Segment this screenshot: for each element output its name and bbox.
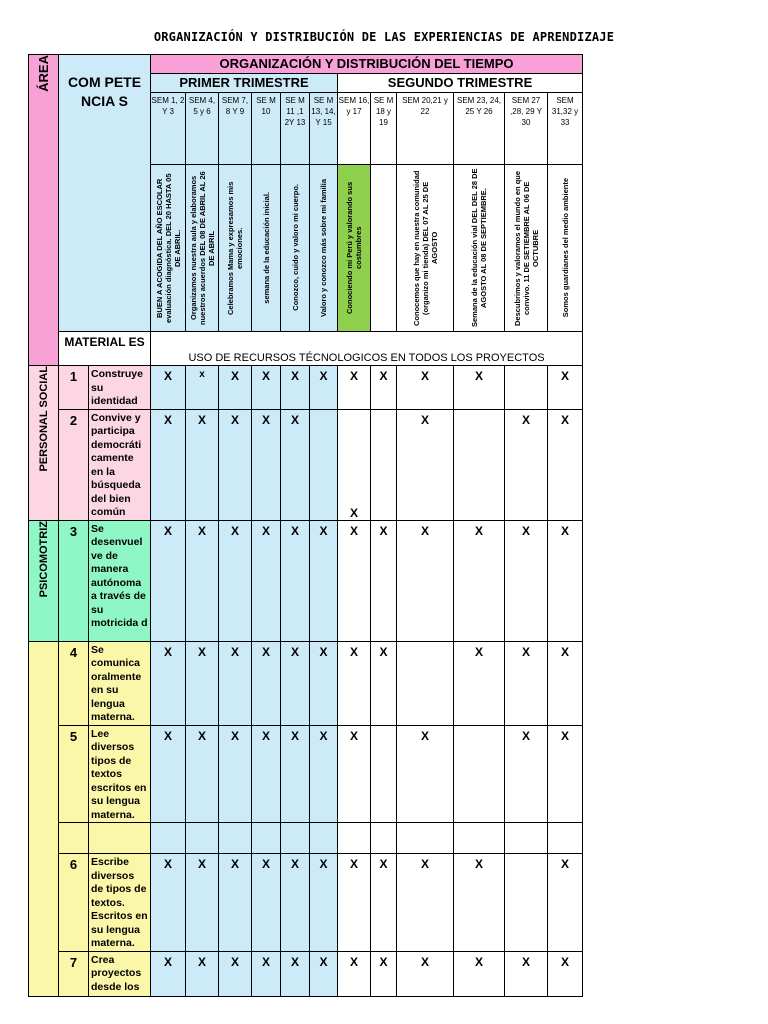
mark-cell: X	[281, 409, 310, 520]
table-row	[29, 409, 583, 520]
table-row	[29, 951, 583, 996]
project-title: Celebramos Mama y expresamos mis emociones.	[219, 165, 252, 332]
mark-cell: X	[371, 366, 397, 410]
mark-cell: X	[371, 951, 397, 996]
table-row	[29, 366, 583, 410]
mark-cell	[310, 823, 338, 854]
sem-label: SEM 20,21 y 22	[397, 93, 454, 165]
mark-cell: X	[252, 366, 281, 410]
mark-cell	[281, 823, 310, 854]
mark-cell: X	[281, 951, 310, 996]
sem-label: SEM 23, 24, 25 Y 26	[454, 93, 505, 165]
table-row	[29, 725, 583, 823]
mark-cell: X	[454, 520, 505, 641]
org-header: ORGANIZACIÓN Y DISTRIBUCIÓN DEL TIEMPO	[151, 55, 583, 74]
mark-cell	[397, 641, 454, 725]
mark-cell: X	[219, 951, 252, 996]
mark-cell: X	[338, 641, 371, 725]
sem-label: SEM 27 ,28, 29 Y 30	[505, 93, 548, 165]
mark-cell: X	[219, 725, 252, 823]
sem-label: SEM 7, 8 Y 9	[219, 93, 252, 165]
mark-cell: X	[338, 854, 371, 952]
mark-cell: X	[338, 366, 371, 410]
mark-cell: X	[548, 641, 583, 725]
area-personal-social: PERSONAL SOCIAL	[29, 366, 59, 521]
mark-cell: X	[252, 409, 281, 520]
mark-cell: X	[151, 854, 186, 952]
competencia-number: 3	[59, 520, 89, 641]
mark-cell: X	[186, 641, 219, 725]
project-title: Valoro y conozco más sobre mi familia	[310, 165, 338, 332]
competencia-text: Se desenvuel ve de manera autónoma a través de su motricida d	[89, 520, 151, 641]
mark-cell: X	[151, 520, 186, 641]
mark-cell: X	[397, 409, 454, 520]
table-row	[29, 854, 583, 952]
mark-cell	[548, 823, 583, 854]
competencia-text: Convive y participa democráti camente en la búsqueda del bien común	[89, 409, 151, 520]
mark-cell: X	[186, 520, 219, 641]
mark-cell: x	[186, 366, 219, 410]
project-title: Semana de la educación vial DEL DEL 28 DE AGOSTO AL 08 DE SEPTIEMBRE.	[454, 165, 505, 332]
competencia-number: 2	[59, 409, 89, 520]
project-title	[371, 165, 397, 332]
competencia-text	[89, 823, 151, 854]
mark-cell: X	[219, 641, 252, 725]
mark-cell: X	[310, 520, 338, 641]
mark-cell	[371, 409, 397, 520]
mark-cell: X	[186, 409, 219, 520]
table-row	[29, 823, 583, 854]
mark-cell: X	[186, 854, 219, 952]
mark-cell: X	[281, 725, 310, 823]
sem-label: SEM 16, y 17	[338, 93, 371, 165]
competencia-text: Crea proyectos desde los	[89, 951, 151, 996]
competencia-text: Lee diversos tipos de textos escritos en su lengua materna.	[89, 725, 151, 823]
mark-cell: X	[281, 520, 310, 641]
mark-cell: X	[151, 725, 186, 823]
mark-cell: X	[219, 854, 252, 952]
mark-cell	[505, 823, 548, 854]
project-title: Conociendo mi Perú y valorando sus costumbres	[338, 165, 371, 332]
mark-cell: X	[371, 854, 397, 952]
table-row	[29, 520, 583, 641]
project-title: Somos guardianes del medio ambiente	[548, 165, 583, 332]
mark-cell: X	[252, 854, 281, 952]
mark-cell	[454, 725, 505, 823]
mark-cell: X	[252, 725, 281, 823]
mark-cell: X	[397, 520, 454, 641]
mark-cell: X	[151, 366, 186, 410]
mark-cell: X	[219, 520, 252, 641]
mark-cell	[252, 823, 281, 854]
mark-cell	[505, 854, 548, 952]
mark-cell	[454, 823, 505, 854]
project-title: Organizamos nuestra aula y elaboramos nuestros acuerdos DEL 08 DE ABRIL AL 26 DE ABRIL	[186, 165, 219, 332]
mark-cell: X	[505, 641, 548, 725]
project-title: Conozco, cuido y valoro mi cuerpo.	[281, 165, 310, 332]
mark-cell: X	[505, 409, 548, 520]
mark-cell: X	[338, 520, 371, 641]
mark-cell: X	[252, 951, 281, 996]
mark-cell	[186, 823, 219, 854]
mark-cell	[454, 409, 505, 520]
competencias-header: COM PETE NCIA S	[59, 55, 151, 332]
area-header: ÁREA	[29, 55, 59, 366]
mark-cell	[371, 725, 397, 823]
competencia-text: Escribe diversos de tipos de textos. Escritos en su lengua materna.	[89, 854, 151, 952]
table-row	[29, 641, 583, 725]
mark-cell: X	[505, 520, 548, 641]
materiales-text: USO DE RECURSOS TÉCNOLOGICOS EN TODOS LOS PROYECTOS	[151, 332, 583, 366]
mark-cell: X	[397, 725, 454, 823]
mark-cell: X	[371, 641, 397, 725]
mark-cell: X	[310, 366, 338, 410]
mark-cell: X	[151, 409, 186, 520]
mark-cell: X	[310, 951, 338, 996]
competencia-number: 1	[59, 366, 89, 410]
mark-cell	[219, 823, 252, 854]
mark-cell: X	[338, 951, 371, 996]
mark-cell: X	[186, 951, 219, 996]
area-comunicacion	[29, 641, 59, 996]
mark-cell: X	[186, 725, 219, 823]
mark-cell: X	[310, 641, 338, 725]
mark-cell: X	[219, 366, 252, 410]
segundo-trimestre: SEGUNDO TRIMESTRE	[338, 74, 583, 93]
mark-cell	[505, 366, 548, 410]
mark-cell	[397, 823, 454, 854]
mark-cell: X	[310, 725, 338, 823]
project-title: Conocemos que hay en nuestra comunidad (organizo mi tienda) DEL 07 AL 25 DE AGOSTO	[397, 165, 454, 332]
competencia-number: 5	[59, 725, 89, 823]
mark-cell: X	[548, 951, 583, 996]
mark-cell: X	[454, 854, 505, 952]
mark-cell	[338, 823, 371, 854]
mark-cell	[371, 823, 397, 854]
mark-cell: X	[548, 854, 583, 952]
mark-cell: X	[310, 854, 338, 952]
mark-cell: X	[505, 725, 548, 823]
competencia-text: Se comunica oralmente en su lengua materna.	[89, 641, 151, 725]
mark-cell	[310, 409, 338, 520]
mark-cell: X	[505, 951, 548, 996]
mark-cell: X	[454, 641, 505, 725]
mark-cell: X	[338, 409, 371, 520]
mark-cell: X	[281, 366, 310, 410]
sem-label: SEM 4, 5 y 6	[186, 93, 219, 165]
mark-cell: X	[548, 409, 583, 520]
mark-cell: X	[281, 641, 310, 725]
sem-label: SE M 13, 14, Y 15	[310, 93, 338, 165]
mark-cell: X	[397, 854, 454, 952]
mark-cell: X	[548, 725, 583, 823]
sem-label: SE M 10	[252, 93, 281, 165]
mark-cell: X	[454, 366, 505, 410]
competencia-text: Construye su identidad	[89, 366, 151, 410]
materiales-label: MATERIAL ES	[59, 332, 151, 366]
competencia-number: 4	[59, 641, 89, 725]
mark-cell: X	[454, 951, 505, 996]
area-psicomotriz: PSICOMOTRIZ	[29, 520, 59, 641]
competencia-number: 7	[59, 951, 89, 996]
mark-cell: X	[252, 520, 281, 641]
mark-cell: X	[548, 520, 583, 641]
mark-cell: X	[397, 951, 454, 996]
mark-cell: X	[397, 366, 454, 410]
sem-label: SE M 11 ,1 2Y 13	[281, 93, 310, 165]
mark-cell: X	[338, 725, 371, 823]
sem-label: SE M 18 y 19	[371, 93, 397, 165]
sem-label: SEM 1, 2 Y 3	[151, 93, 186, 165]
mark-cell: X	[281, 854, 310, 952]
project-title: Descubrimos y valoramos el mundo en que convivo. 11 DE SETIEMBRE AL 06 DE OCTUBRE	[505, 165, 548, 332]
mark-cell: X	[252, 641, 281, 725]
mark-cell: X	[151, 951, 186, 996]
mark-cell: X	[151, 641, 186, 725]
mark-cell: X	[371, 520, 397, 641]
competencia-number: 6	[59, 854, 89, 952]
mark-cell: X	[548, 366, 583, 410]
project-title: BUEN A ACOGIDA DEL AÑO ESCOLAR evaluación diagnóstica. DEL 20 HASTA 05 DE ABRIL.	[151, 165, 186, 332]
planning-table	[28, 54, 583, 997]
mark-cell: X	[219, 409, 252, 520]
mark-cell	[151, 823, 186, 854]
primer-trimestre: PRIMER TRIMESTRE	[151, 74, 338, 93]
competencia-number	[59, 823, 89, 854]
page-title: ORGANIZACIÓN Y DISTRIBUCIÓN DE LAS EXPERIENCIAS DE APRENDIZAJE	[153, 30, 615, 44]
project-title: semana de la educación inicial.	[252, 165, 281, 332]
sem-label: SEM 31,32 y 33	[548, 93, 583, 165]
